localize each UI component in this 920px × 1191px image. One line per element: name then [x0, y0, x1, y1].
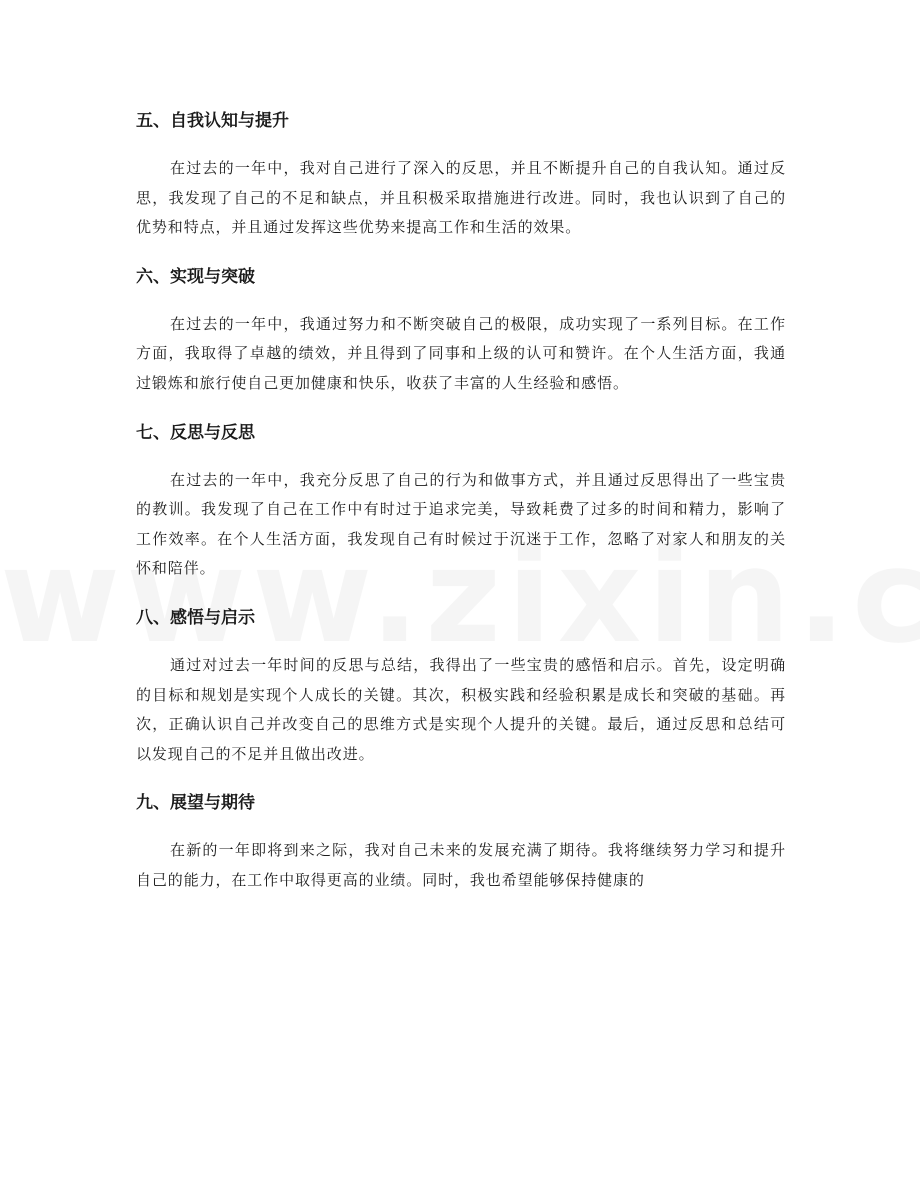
section-heading: 五、自我认知与提升 — [136, 111, 289, 131]
section-heading: 八、感悟与启示 — [136, 607, 255, 628]
section-heading: 七、反思与反思 — [136, 422, 255, 443]
section-achievement — [136, 262, 786, 399]
section-self-awareness — [136, 106, 786, 243]
section-heading: 六、实现与突破 — [136, 266, 255, 287]
section-paragraph: 在过去的一年中，我充分反思了自己的行为和做事方式，并且通过反思得出了一些宝贵的教训。我发现了自己在工作中有时过于追求完美，导致耗费了过多的时间和精力，影响了工作效率。在个人生活方面，我发现自己有时候过于沉迷于工作，忽略了对家人和朋友的关怀和陪伴。 — [136, 470, 786, 578]
document-body — [136, 106, 786, 915]
section-paragraph: 通过对过去一年时间的反思与总结，我得出了一些宝贵的感悟和启示。首先，设定明确的目标和规划是实现个人成长的关键。其次，积极实践和经验积累是成长和突破的基础。再次，正确认识自己并改变自己的思维方式是实现个人提升的关键。最后，通过反思和总结可以发现自己的不足并且做出改进。 — [136, 655, 786, 763]
section-insights — [136, 603, 786, 769]
section-outlook — [136, 788, 786, 895]
section-heading: 九、展望与期待 — [136, 793, 255, 814]
section-reflection — [136, 418, 786, 584]
section-paragraph: 在过去的一年中，我对自己进行了深入的反思，并且不断提升自己的自我认知。通过反思，我发现了自己的不足和缺点，并且积极采取措施进行改进。同时，我也认识到了自己的优势和特点，并且通过发挥这些优势来提高工作和生活的效果。 — [136, 159, 786, 237]
section-paragraph: 在过去的一年中，我通过努力和不断突破自己的极限，成功实现了一系列目标。在工作方面，我取得了卓越的绩效，并且得到了同事和上级的认可和赞许。在个人生活方面，我通过锻炼和旅行使自己更加健康和快乐，收获了丰富的人生经验和感悟。 — [136, 314, 786, 392]
section-paragraph: 在新的一年即将到来之际，我对自己未来的发展充满了期待。我将继续努力学习和提升自己的能力，在工作中取得更高的业绩。同时，我也希望能够保持健康的 — [136, 841, 786, 889]
